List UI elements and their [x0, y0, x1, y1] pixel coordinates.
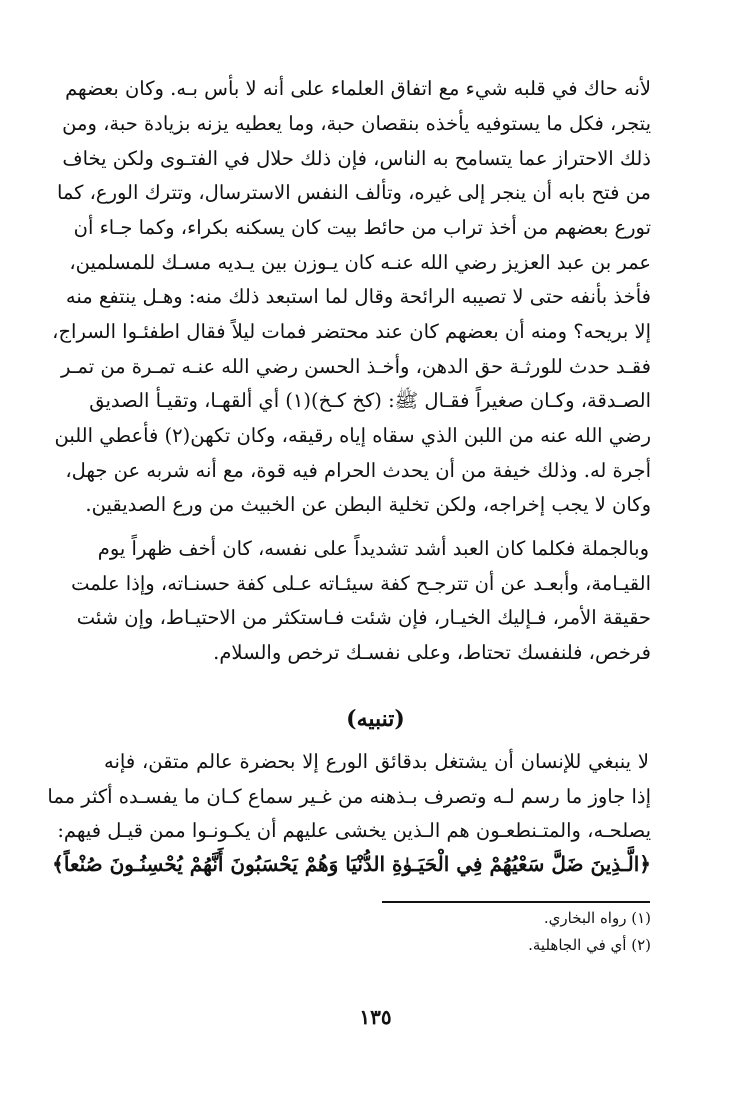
section-heading: (تنبيه)	[346, 706, 405, 732]
body-line: يصلحـه، والمتـنطعـون هم الـذين يخشى عليهم أن يكـونـوا ممن قيـل فيهم:	[57, 819, 651, 842]
body-line: لأنه حاك في قلبه شيء مع اتفاق العلماء على أنه لا بأس بـه. وكان بعضهم	[65, 77, 651, 100]
body-line: لا ينبغي للإنسان أن يشتغل بدقائق الورع إلا بحضرة عالم متقن، فإنه	[104, 750, 649, 773]
body-line: فرخص، فلنفسك تحتاط، وعلى نفسـك ترخص والسلام.	[213, 641, 651, 664]
body-line: ذلك الاحتراز عما يتسامح به الناس، فإن ذلك حلال في الفتـوى ولكن يخاف	[62, 147, 651, 170]
body-line: إلا بريحه؟ ومنه أن بعضهم كان عند محتضر فمات ليلاً فقال اطفئـوا السراج،	[52, 320, 651, 343]
quran-verse: ﴿الَّـذِينَ ضَلَّ سَعْيُهُمْ فِي الْحَيَـوٰةِ الدُّنْيَا وَهُمْ يَحْسَبُونَ أَنَّهُمْ يُحْسِنُـونَ صُنْعاً﴾	[52, 852, 651, 876]
footnote-separator	[382, 901, 650, 903]
body-line: القيـامة، وأبعـد عن أن تترجـح كفة سيئـاته عـلى كفة حسنـاته، وإذا علمت	[71, 572, 651, 595]
footnote: (٢) أي في الجاهلية.	[528, 936, 651, 954]
body-line: أجرة له. وذلك خيفة من أن يحدث الحرام فيه قوة، مع أنه شربه عن جهل،	[65, 459, 651, 482]
body-line: الصـدقة، وكـان صغيراً فقـال ﷺ: (كخ كـخ)(١) أي ألقهـا، وتقيـأ الصديق	[89, 389, 651, 412]
page-number: ١٣٥	[359, 1005, 392, 1029]
body-line: وبالجملة فكلما كان العبد أشد تشديداً على نفسه، كان أخف ظهراً يوم	[97, 537, 649, 560]
body-line: إذا جاوز ما رسم لـه وتصرف بـذهنه من غـير سماع كـان ما يفسـده أكثر مما	[47, 785, 651, 808]
body-line: فقـد حدث للورثـة حق الدهن، وأخـذ الحسن رضي الله عنـه تمـرة من تمـر	[60, 355, 651, 378]
body-line: من فتح بابه أن ينجر إلى غيره، وتألف النفس الاسترسال، وتترك الورع، كما	[56, 181, 651, 204]
body-line: فأخذ بأنفه حتى لا تصيبه الرائحة وقال لما استبعد ذلك منه: وهـل ينتفع منه	[65, 285, 651, 308]
body-line: يتجر، فكل ما يستوفيه يأخذه بنقصان حبة، وما يعطيه يزنه بزيادة حبة، ومن	[62, 112, 651, 135]
body-line: تورع بعضهم من أخذ تراب من حائط بيت كان يسكنه بكراء، وكما جـاء أن	[73, 216, 651, 239]
body-line: عمر بن عبد العزيز رضي الله عنـه كان يـوزن بين يـديه مسـك للمسلمين،	[69, 251, 651, 274]
body-line: وكان لا يجب إخراجه، ولكن تخلية البطن عن الخبيث من ورع الصديقين.	[85, 493, 651, 516]
body-line: حقيقة الأمر، فـإليك الخيـار، فإن شئت فـاستكثر من الاحتيـاط، وإن شئت	[76, 606, 651, 629]
body-line: رضي الله عنه من اللبن الذي سقاه إياه رقيقه، وكان تكهن(٢) فأعطي اللبن	[54, 424, 651, 447]
footnote: (١) رواه البخاري.	[543, 909, 651, 927]
